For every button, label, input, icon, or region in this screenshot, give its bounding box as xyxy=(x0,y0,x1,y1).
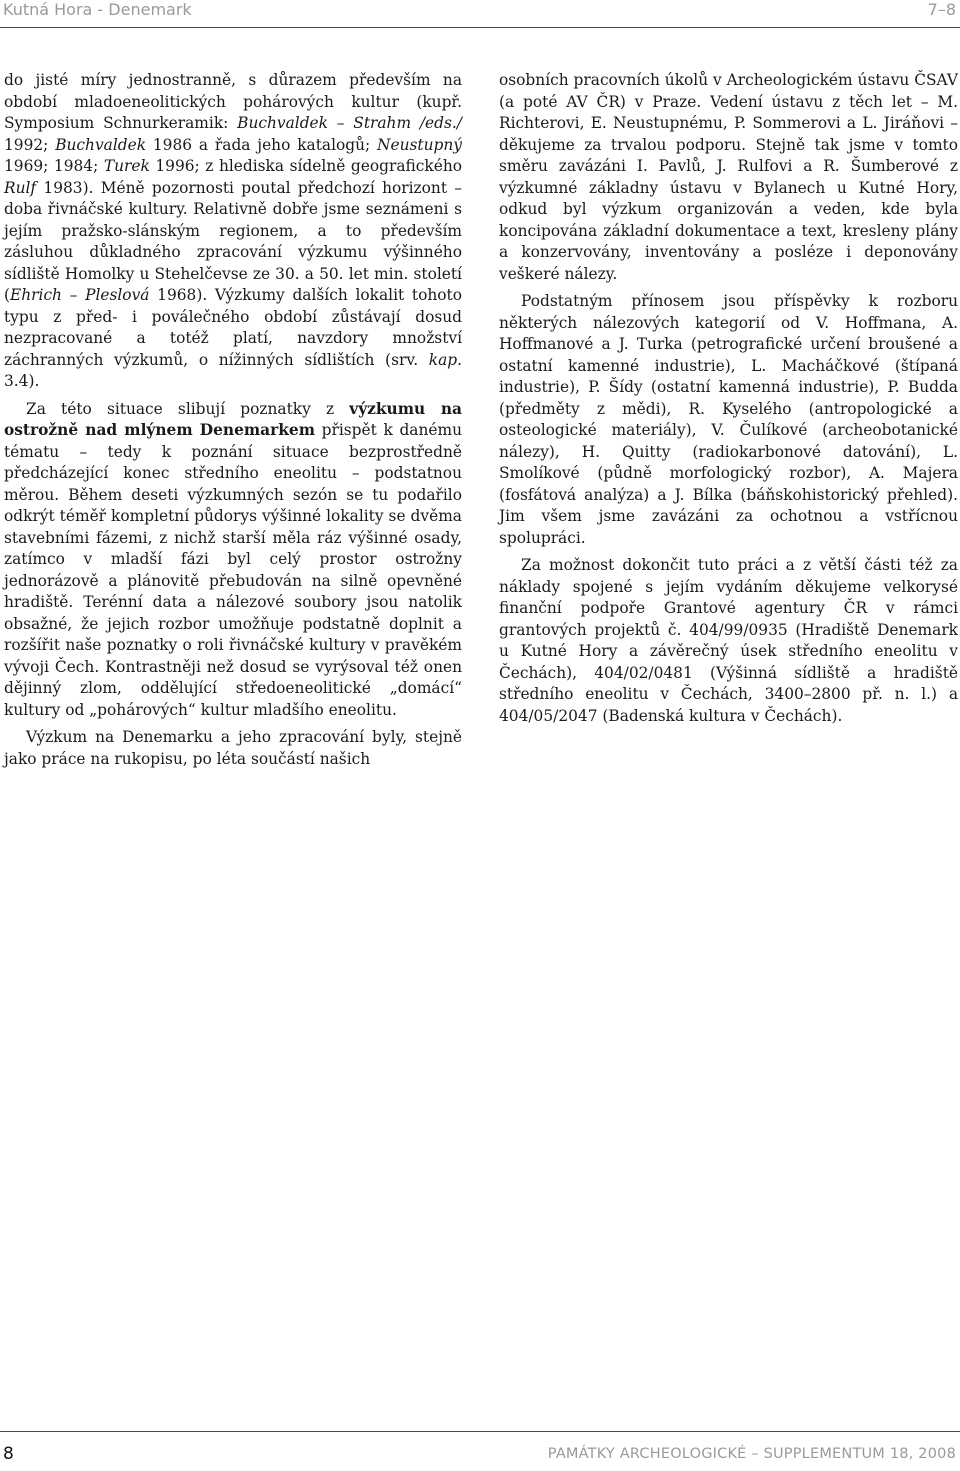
left-paragraph-1: do jisté míry jednostranně, s důrazem především na období mladoeneolitických pohárových kultur (kupř. Symposium Schnurkeramik: Buchvaldek – Strahm /eds./ 1992; Buchvaldek 1986 a řada jeho katalogů; Neustupný 1969; 1984; Turek 1996; z hlediska sídelně geografického Rulf 1983). Méně pozornosti poutal předchozí horizont – doba řivnáčské kultury. Relativně dobře jsme seznámeni s jejím pražsko-slánským regionem, a to především zásluhou důkladného zpracování výzkumu výšinného sídliště Homolky u Stehelčevse ze 30. a 50. let min. století (Ehrich – Pleslová 1968). Výzkumy dalších lokalit tohoto typu z před- i poválečného období zůstávají dosud nezpracované a totéž platí, navzdory množství záchranných výzkumů, o nížinných sídlištích (srv. kap. 3.4). xyxy=(4,71,462,390)
footer-rule xyxy=(0,1431,960,1432)
left-paragraph-2: Za této situace slibují poznatky z výzkumu na ostrožně nad mlýnem Denemarkem přispět k danému tématu – tedy k poznání situace bezprostředně předcházející konec středního eneolitu – podstatnou měrou. Během deseti výzkumných sezón se tu podařilo odkrýt téměř kompletní půdorys výšinné lokality se dvěma stavebními fázemi, z nichž starší měla ráz výšinné osady, zatímco v mladší fázi byl celý prostor ostrožny jednorázově a plánovitě přebudován na silně opevněné hradiště. Terénní data a nálezové soubory jsou natolik obsažné, že jejich rozbor umožňuje podstatně doplnit a rozšířit naše poznatky o roli řivnáčské kultury v pravěkém vývoji Čech. Kontrastněji než dosud se vyrýsoval též onen dějinný zlom, oddělující středoeneolitické „domácí“ kultury od „pohárových“ kultur mladšího eneolitu. xyxy=(4,399,462,719)
running-title: Kutná Hora - Denemark xyxy=(3,0,192,19)
page-footer xyxy=(0,1444,960,1468)
right-paragraph-2: Podstatným přínosem jsou příspěvky k rozboru některých nálezových kategorií od V. Hoffmana, A. Hoffmanové a J. Turka (petrografické určení broušené a ostatní kamenné industrie), L. Macháčkové (štípaná industrie), P. Šídy (ostatní kamenná industrie), P. Budda (předměty z mědi), R. Kyselého (antropologické a osteologické materiály), V. Čulíkové (archeobotanické nálezy), H. Quitty (radiokarbonové datování), L. Smolíkové (půdně morfologický rozbor), A. Majera (fosfátová analýza) a J. Bílka (báňskohistorický přehled). Jim všem jsme zavázáni za ochotnou a vstřícnou spolupráci. xyxy=(499,292,958,547)
running-header xyxy=(0,0,960,22)
left-paragraph-3: Výzkum na Denemarku a jeho zpracování byly, stejně jako práce na rukopisu, po léta součástí našich xyxy=(4,728,462,768)
right-paragraph-1: osobních pracovních úkolů v Archeologickém ústavu ČSAV (a poté AV ČR) v Praze. Vedení ústavu z těch let – M. Richterovi, E. Neustupnému, P. Sommerovi a L. Jiráňovi – děkujeme za trvalou podporu. Stejně tak jsme v tomto směru zavázáni I. Pavlů, J. Rulfovi a R. Šumberové z výzkumné základny ústavu v Bylanech u Kutné Hory, odkud byl výzkum organizován a veden, kde byla koncipována základní dokumentace a text, kresleny plány a konzervovány, inventovány a posléze i deponovány veškeré nálezy. xyxy=(499,71,958,283)
right-column xyxy=(499,70,958,727)
left-column xyxy=(4,70,462,770)
page-range: 7–8 xyxy=(927,0,956,19)
page-number: 8 xyxy=(3,1444,14,1464)
journal-title: PAMÁTKY ARCHEOLOGICKÉ – SUPPLEMENTUM 18, 2008 xyxy=(547,1446,956,1462)
right-paragraph-3: Za možnost dokončit tuto práci a z větší části též za náklady spojené s jejím vydáním děkujeme velkorysé finanční podpoře Grantové agentury ČR v rámci grantových projektů č. 404/99/0935 (Hradiště Denemark u Kutné Hory a závěrečný úsek středního eneolitu v Čechách), 404/02/0481 (Výšinná sídliště a hradiště středního eneolitu v Čechách, 3400–2800 př. n. l.) a 404/05/2047 (Badenská kultura v Čechách). xyxy=(499,556,958,725)
header-rule xyxy=(0,27,960,28)
